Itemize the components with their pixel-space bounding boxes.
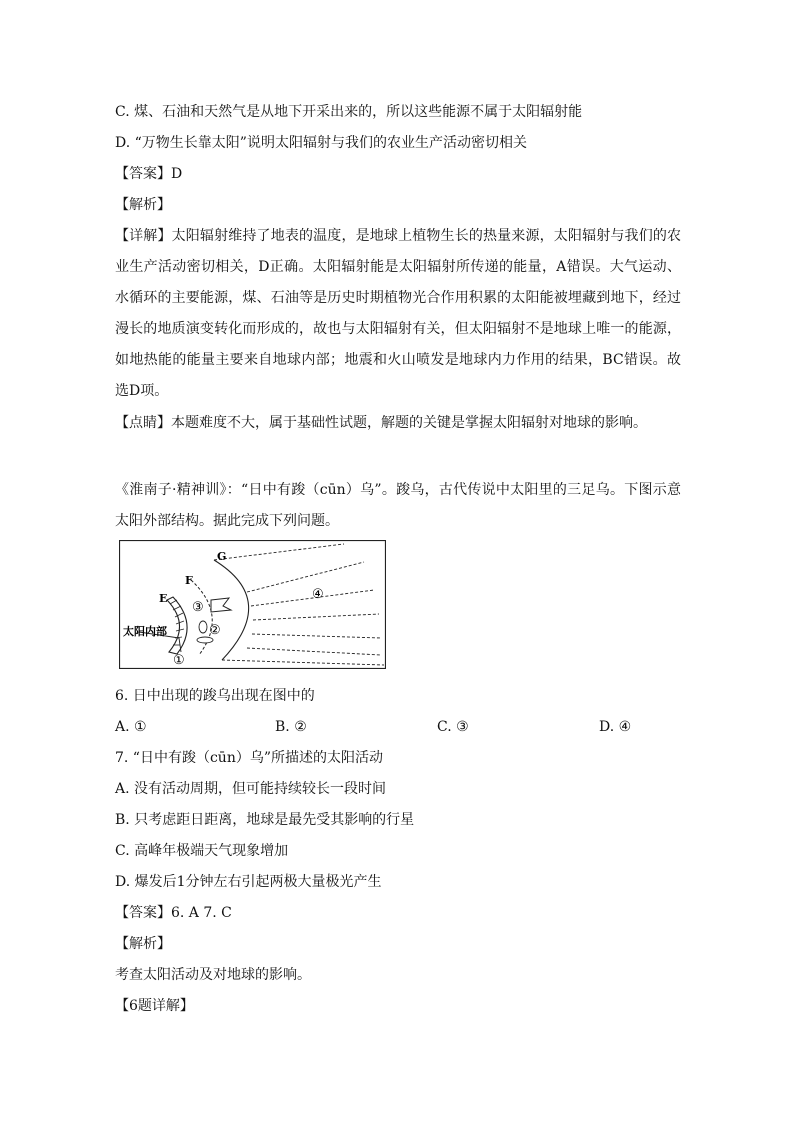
label-e: E [159,592,168,605]
sunspot-shape [199,621,207,633]
sun-structure-figure [119,540,386,669]
label-f: F [185,574,193,587]
question-7: 7. “日中有踆（cūn）乌”所描述的太阳活动 [115,750,383,766]
mark-4: ④ [312,587,324,602]
q7-option-a: A. 没有活动周期，但可能持续较长一段时间 [115,781,387,797]
analysis-text: 考查太阳活动及对地球的影响。 [115,967,311,983]
label-sun-interior: 太阳内部 [123,625,167,638]
analysis-heading: 【解析】 [115,936,171,952]
question-6: 6. 日中出现的踆乌出现在图中的 [115,688,315,704]
sun-structure-diagram [119,540,386,669]
detail-paragraph-previous: 【详解】太阳辐射维持了地表的温度，是地球上植物生长的热量来源，太阳辐射与我们的农业生产活动密切相关，D正确。太阳辐射能是太阳辐射所传递的能量，A错误。大气运动、水循环的主要能源，煤、石油等是历史时期植物光合作用积累的太阳能被埋藏到地下，经过漫长的地质演变转化而形成的，故也与太阳辐射有关，但太阳辐射不是地球上唯一的能源，如地热能的能量主要来自地球内部；地震和火山喷发是地球内力作用的结果，BC错误。故选D项。 [115,228,681,399]
detail-6-heading: 【6题详解】 [115,998,194,1014]
q6-option-c: C. ③ [437,719,469,735]
q7-option-c: C. 高峰年极端天气现象增加 [115,843,289,859]
q7-option-b: B. 只考虑距日距离，地球是最先受其影响的行星 [115,812,415,828]
answer: 【答案】6. A 7. C [115,905,232,921]
mark-3: ③ [192,600,204,615]
q6-option-a: A. ① [115,719,147,735]
q6-option-d: D. ④ [599,719,632,735]
label-g: G [217,550,227,563]
answer-previous: 【答案】D [115,166,183,182]
mark-2: ② [209,623,221,638]
mark-1: ① [173,653,185,668]
question-intro: 《淮南子·精神训》：“日中有踆（cūn）乌”。踆乌，古代传说中太阳里的三足乌。下图示意太阳外部结构。据此完成下列问题。 [115,482,681,529]
q6-option-b: B. ② [275,719,307,735]
option-d-previous: D. “万物生长靠太阳”说明太阳辐射与我们的农业生产活动密切相关 [115,135,527,151]
q7-option-d: D. 爆发后1分钟左右引起两极大量极光产生 [115,874,382,890]
option-c-previous: C. 煤、石油和天然气是从地下开采出来的，所以这些能源不属于太阳辐射能 [115,104,583,120]
tip-previous: 【点睛】本题难度不大，属于基础性试题，解题的关键是掌握太阳辐射对地球的影响。 [115,415,647,431]
analysis-heading-previous: 【解析】 [115,197,171,213]
